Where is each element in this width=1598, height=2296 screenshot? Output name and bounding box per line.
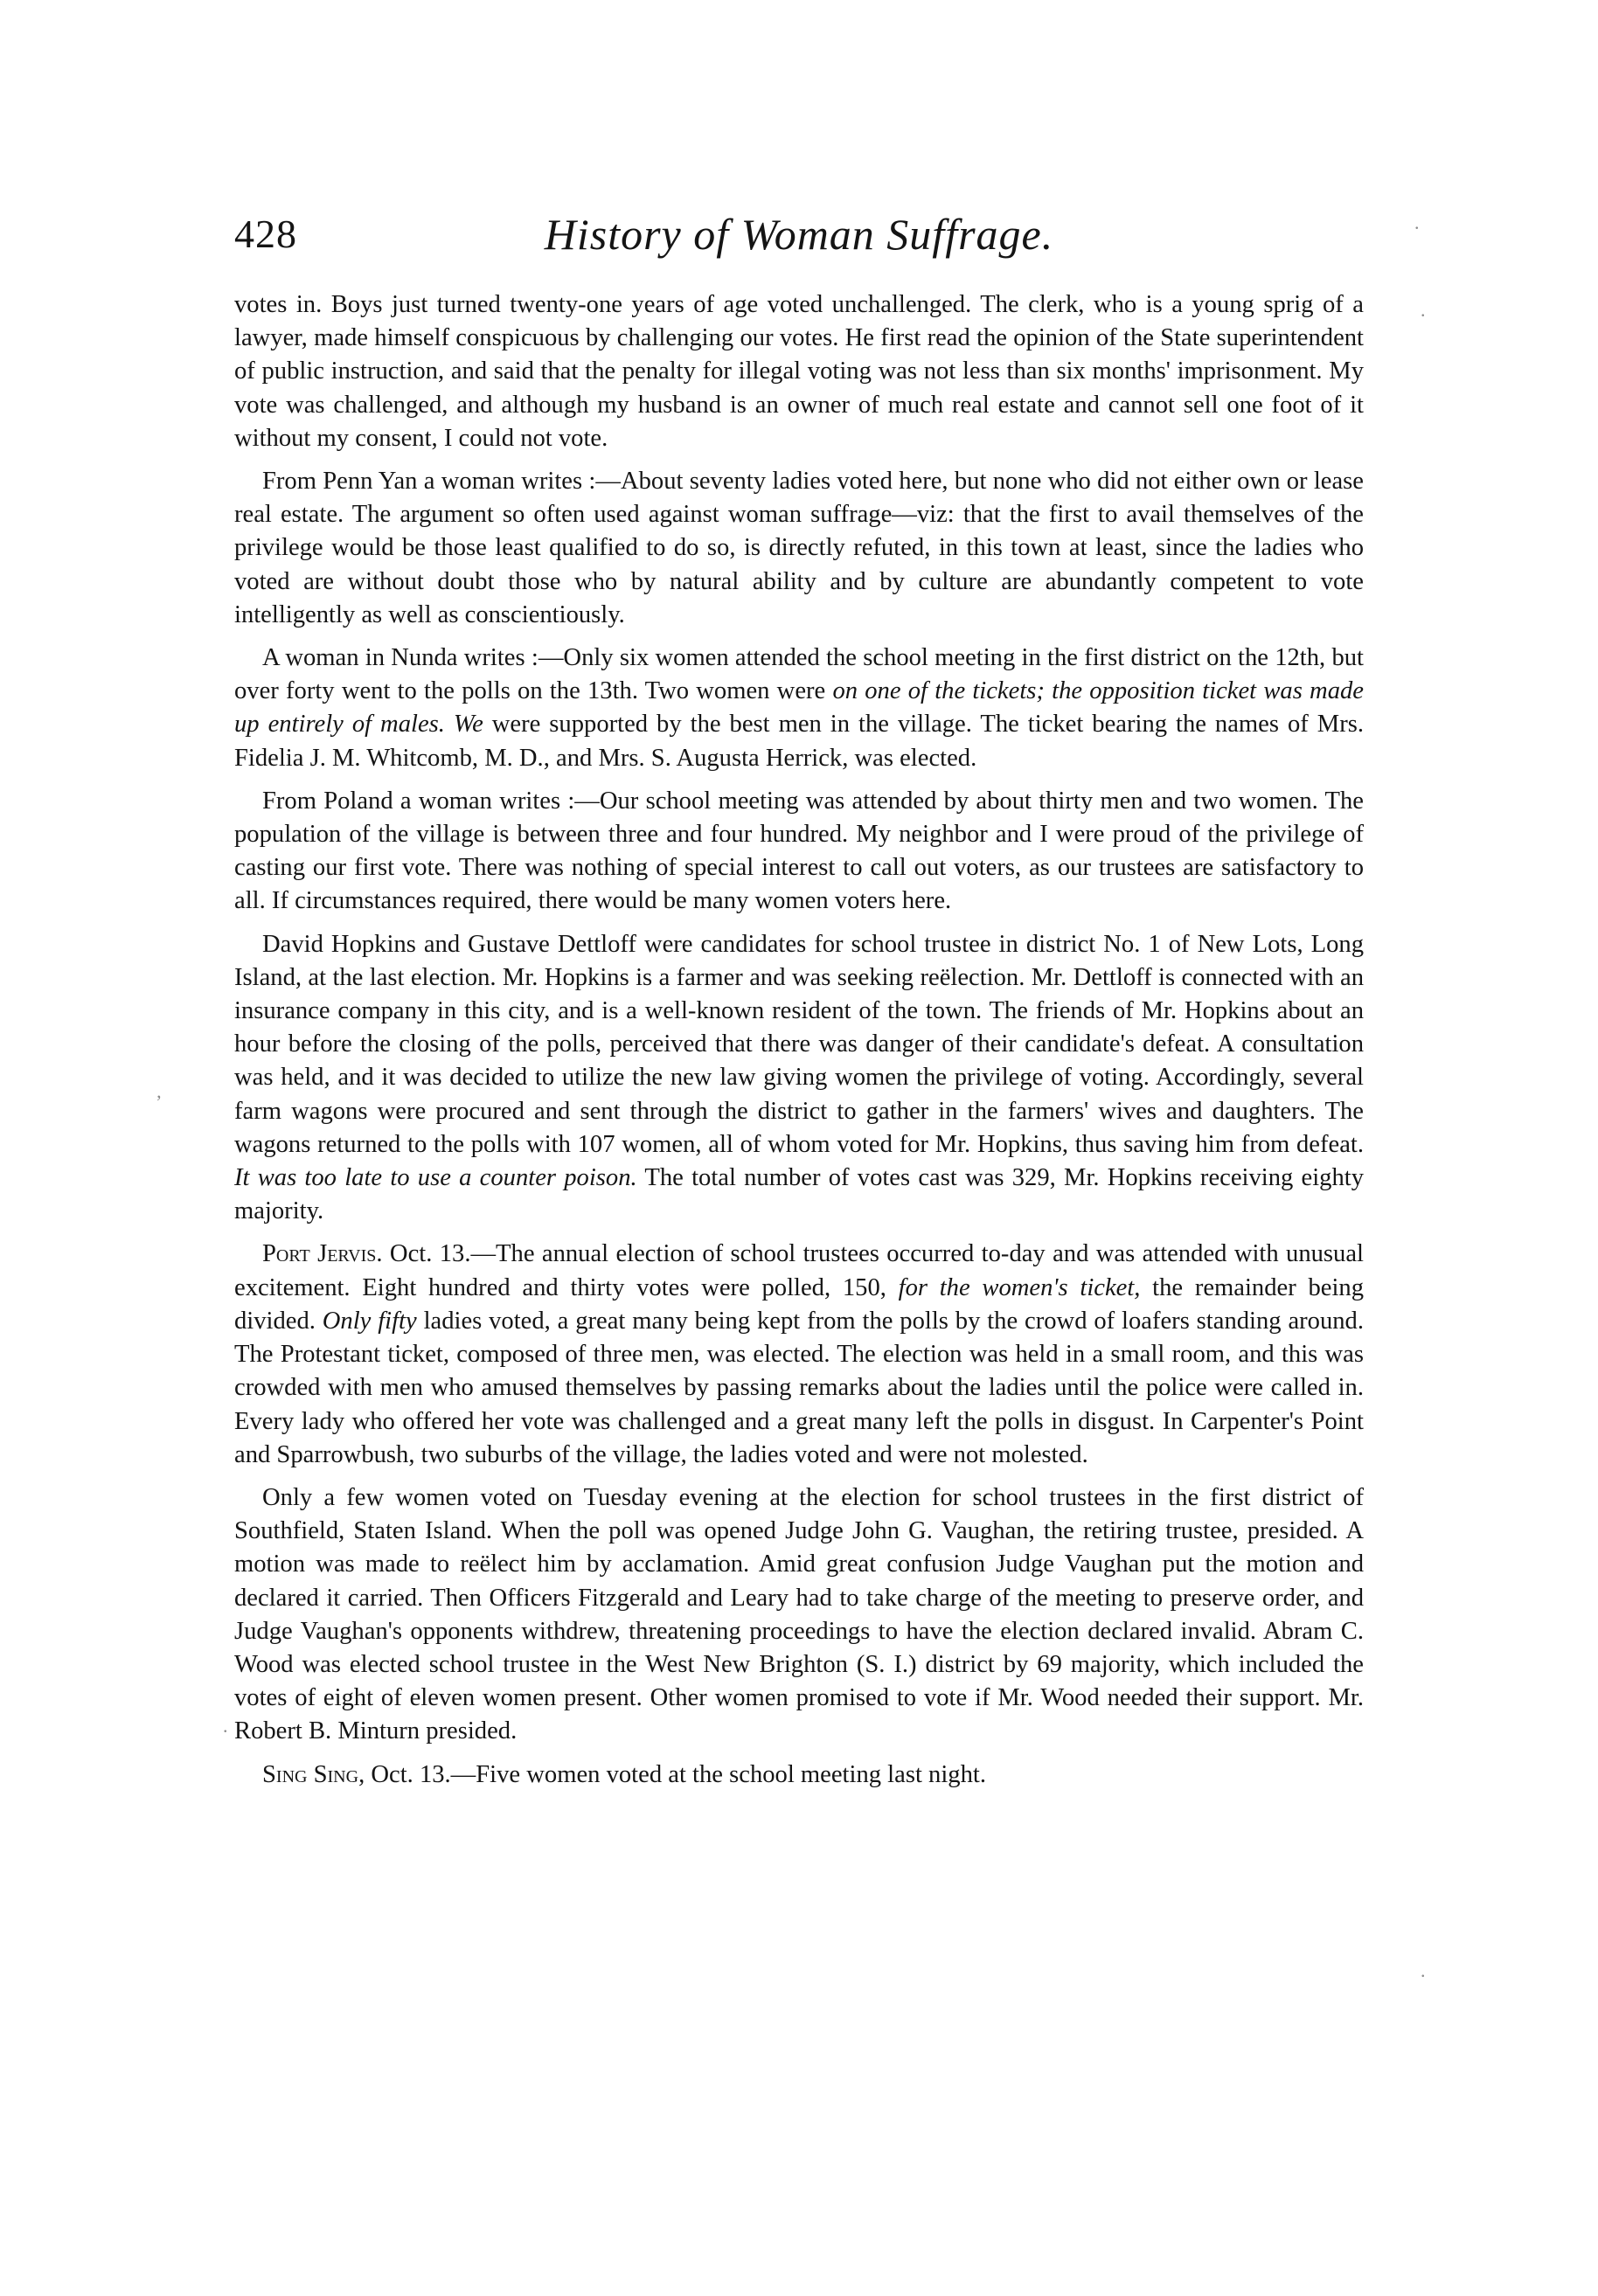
paragraph-5-text-a: David Hopkins and Gustave Dettloff were candidates for school trustee in district No. 1 of New Lots, Long Island, at the last election. Mr. Hopkins is a farmer and was seeking reëlection. Mr. Dettloff is connected with an insurance company in this city, and is a well-known resident of the town. The friends of Mr. Hopkins about an hour before the closing of the polls, perceived that there was danger of their candidate's defeat. A consultation was held, and it was decided to utilize the new law giving women the privilege of voting. Accordingly, several farm wagons were procured and sent through the district to gather in the farmers' wives and daughters. The wagons returned to the polls with 107 women, all of whom voted for Mr. Hopkins, thus saving him from defeat. [234, 930, 1364, 1158]
paragraph-6-text-c: the remainder being divided. [234, 1273, 1364, 1335]
dateline-sing-sing: Sing Sing [262, 1760, 359, 1788]
paragraph-5-italic: It was too late to use a counter poison. [234, 1164, 637, 1192]
paragraph-3 [234, 642, 1364, 775]
paragraph-6 [234, 1238, 1364, 1471]
paragraph-3-text-c: were supported by the best men in the village. The ticket bearing the names of Mrs. Fidelia J. M. Whitcomb, M. D., and Mrs. S. Augusta Herrick, was elected. [234, 711, 1364, 772]
paragraph-5 [234, 928, 1364, 1229]
paragraph-6-italic-1: for the women's ticket, [898, 1273, 1141, 1301]
print-speck: ∙ [1421, 304, 1426, 326]
paragraph-6-text-a: . Oct. 13.—The annual election of school trustees occurred to-day and was attended with unusual excitement. Eight hundred and thirty votes were polled, 150, [234, 1240, 1364, 1301]
paragraph-5-text-c: The total number of votes cast was 329, Mr. Hopkins receiving eighty majority. [234, 1164, 1364, 1225]
print-speck: ∙ [1421, 1965, 1426, 1987]
paragraph-3-italic: on one of the tickets; the opposition ticket was made up entirely of males. We [234, 677, 1364, 739]
print-speck: ∙ [1414, 217, 1420, 239]
page-number: 428 [234, 212, 297, 256]
running-title: History of Woman Suffrage. [544, 210, 1054, 259]
book-page [234, 208, 1364, 1801]
paragraph-7: Only a few women voted on Tuesday evening at the election for school trustees in the first district of Southfield, Staten Island. When the poll was opened Judge John G. Vaughan, the retiring trustee, presided. A motion was made to reëlect him by acclamation. Amid great confusion Judge Vaughan put the motion and declared it carried. Then Officers Fitzgerald and Leary had to take charge of the meeting to preserve order, and Judge Vaughan's opponents withdrew, threatening proceedings to have the election declared invalid. Abram C. Wood was elected school trustee in the West New Brighton (S. I.) district by 69 majority, which included the votes of eight of eleven women present. Other women promised to vote if Mr. Wood needed their support. Mr. Robert B. Minturn presided. [234, 1483, 1364, 1745]
paragraph-8-text-a: , Oct. 13.—Five women voted at the school meeting last night. [358, 1760, 986, 1788]
paragraph-1: votes in. Boys just turned twenty-one years of age voted unchallenged. The clerk, who is a young sprig of a lawyer, made himself conspicuous by challenging our votes. He first read the opinion of the State superintendent of public instruction, and said that the penalty for illegal voting was not less than six months' imprisonment. My vote was challenged, and although my husband is an owner of much real estate and cannot sell one foot of it without my consent, I could not vote. [234, 291, 1364, 452]
print-speck: ’ [156, 1091, 163, 1113]
print-speck: ∙ [223, 1720, 228, 1742]
paragraph-2: From Penn Yan a woman writes :—About seventy ladies voted here, but none who did not either own or lease real estate. The argument so often used against woman suffrage—viz: that the first to avail themselves of the privilege would be those least qualified to do so, is directly refuted, in this town at least, since the ladies who voted are without doubt those who by natural ability and by culture are abundantly competent to vote intelligently as well as conscientiously. [234, 468, 1364, 628]
page-header [234, 208, 1364, 278]
body-text [234, 288, 1364, 1792]
paragraph-6-italic-2: Only fifty [322, 1307, 417, 1335]
paragraph-6-text-e: ladies voted, a great many being kept from the polls by the crowd of loafers standing around. The Protestant ticket, composed of three men, was elected. The election was held in a small room, and this was crowded with men who amused themselves by passing remarks about the ladies until the police were called in. Every lady who offered her vote was challenged and a great many left the polls in disgust. In Carpenter's Point and Sparrowbush, two suburbs of the village, the ladies voted and were not molested. [234, 1307, 1364, 1468]
dateline-port-jervis: Port Jervis [262, 1240, 377, 1268]
paragraph-8 [234, 1758, 1364, 1792]
paragraph-4: From Poland a woman writes :—Our school meeting was attended by about thirty men and two women. The population of the village is between three and four hundred. My neighbor and I were proud of the privilege of casting our first vote. There was nothing of special interest to call out voters, as our trustees are satisfactory to all. If circumstances required, there would be many women voters here. [234, 787, 1364, 915]
paragraph-3-text-a: A woman in Nunda writes :—Only six women attended the school meeting in the first district on the 12th, but over forty went to the polls on the 13th. Two women were [234, 644, 1364, 705]
